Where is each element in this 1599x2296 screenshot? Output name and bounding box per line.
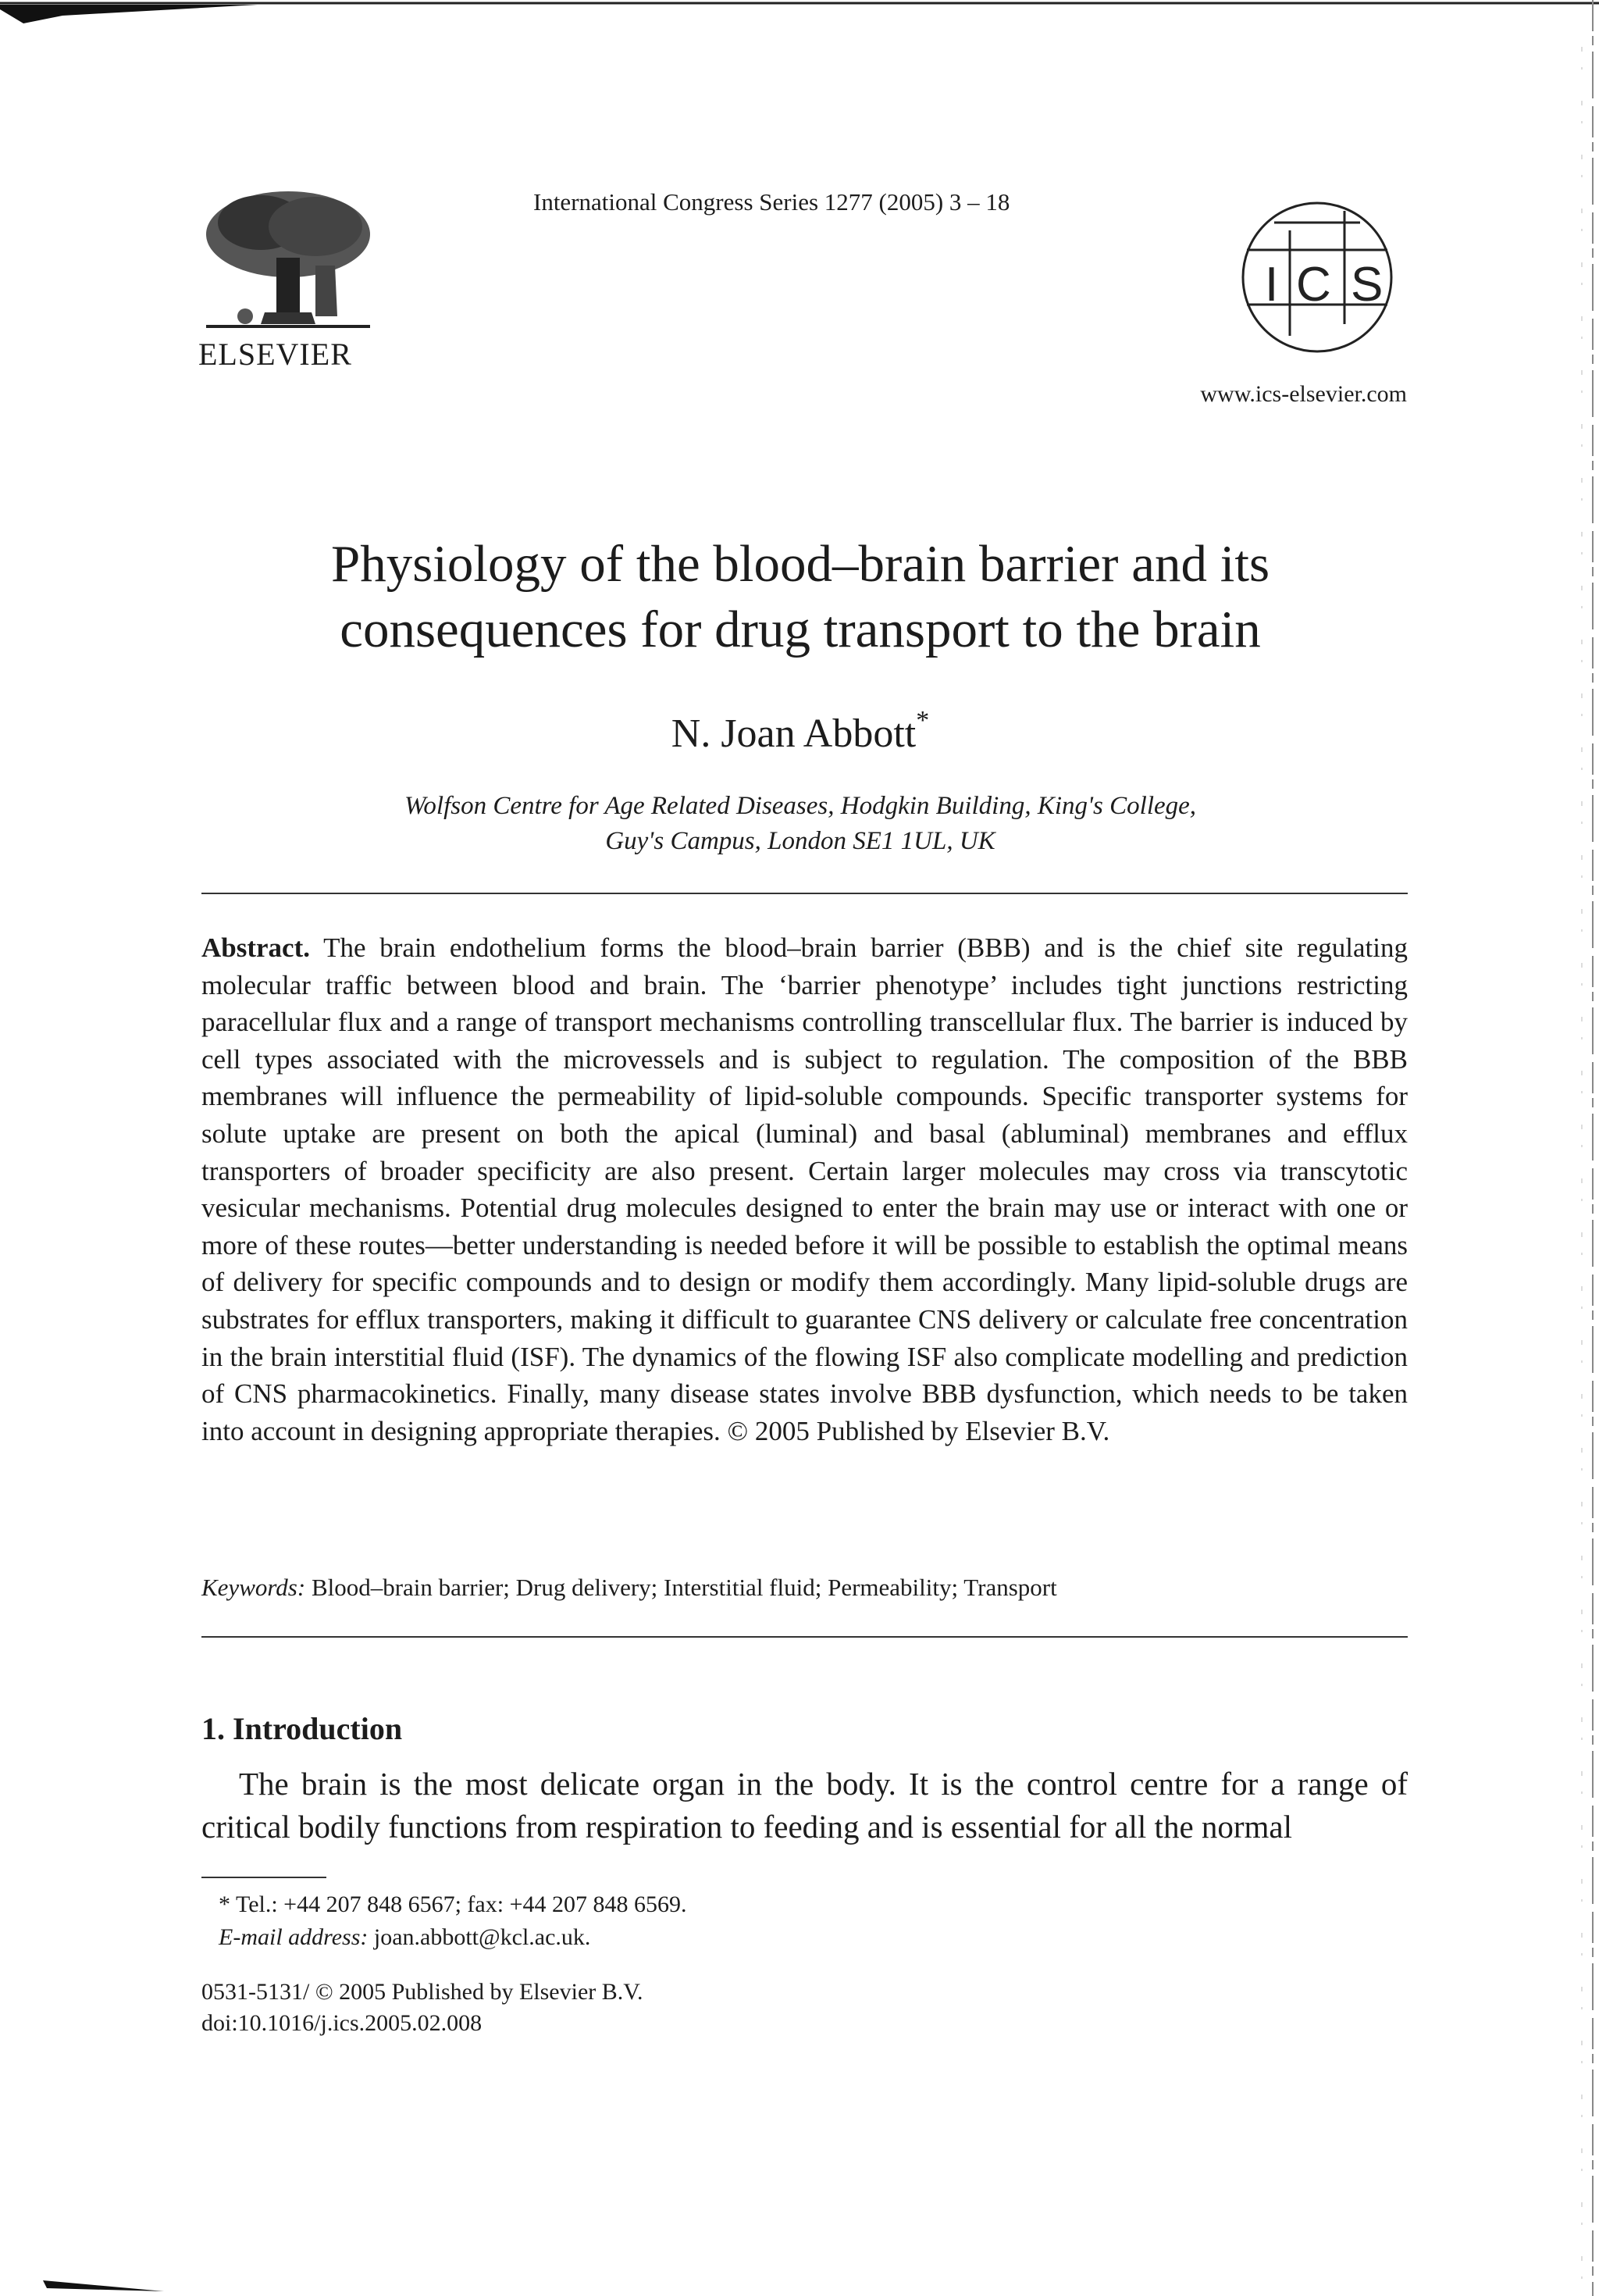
footnote-email-line — [219, 1921, 687, 1954]
journal-citation: International Congress Series 1277 (2005) 3 – 18 — [533, 188, 1010, 216]
elsevier-wordmark: ELSEVIER — [198, 337, 352, 372]
abstract-label: Abstract. — [201, 932, 310, 963]
affiliation-line-1: Wolfson Centre for Age Related Diseases, Hodgkin Building, King's College, — [404, 792, 1197, 820]
divider-bottom — [201, 1636, 1408, 1638]
intro-paragraph: The brain is the most delicate organ in the body. It is the control centre for a range of critical bodily functions from respiration to feeding and is essential for all the normal — [201, 1766, 1408, 1845]
article-title — [195, 531, 1405, 662]
svg-text:C: C — [1296, 258, 1331, 312]
elsevier-tree-icon — [198, 187, 378, 332]
issn-line: 0531-5131/ © 2005 Published by Elsevier B.V. — [201, 1979, 643, 2005]
scan-edge-right — [1576, 0, 1599, 2296]
abstract — [201, 929, 1408, 1449]
scan-edge-top — [0, 0, 1599, 31]
title-line-1: Physiology of the blood–brain barrier and its — [330, 535, 1270, 593]
affiliation-line-2: Guy's Campus, London SE1 1UL, UK — [605, 827, 995, 855]
author-name-text: N. Joan Abbott — [671, 711, 917, 756]
abstract-text: The brain endothelium forms the blood–brain barrier (BBB) and is the chief site regulating molecular traffic between blood and brain. The ‘barrier phenotype’ includes tight junctions restricting paracellular flux and a range of transport mechanisms controlling transcellular flux. The barrier is induced by cell types associated with the microvessels and is subject to regulation. The composition of the BBB membranes will influence the permeability of lipid-soluble compounds. Specific transporter systems for solute uptake are present on both the apical (luminal) and basal (abluminal) membranes and efflux transporters of broader specificity are also present. Certain larger molecules may cross via transcytotic vesicular mechanisms. Potential drug molecules designed to enter the brain may use or interact with one or more of these routes—better understanding is needed before it will be possible to establish the optimal means of delivery for specific compounds and to design or modify them accordingly. Many lipid-soluble drugs are substrates for efflux transporters, making it difficult to guarantee CNS delivery or calculate free concentration in the brain interstitial fluid (ISF). The dynamics of the flowing ISF also complicate modelling and prediction of CNS pharmacokinetics. Finally, many disease states involve BBB dysfunction, which needs to be taken into account in designing appropriate therapies. © 2005 Published by Elsevier B.V. — [201, 932, 1408, 1446]
author-name — [195, 706, 1405, 757]
author-affiliation — [195, 789, 1405, 859]
copyright-block — [201, 1977, 643, 2039]
footnote-contact: * Tel.: +44 207 848 6567; fax: +44 207 848 6569. — [219, 1891, 687, 1917]
keywords-label: Keywords: — [201, 1574, 306, 1601]
section-heading: 1. Introduction — [201, 1711, 403, 1746]
keywords — [201, 1574, 1408, 1602]
footnote-email[interactable]: joan.abbott@kcl.ac.uk. — [373, 1924, 591, 1950]
elsevier-logo — [198, 187, 378, 375]
doi-line[interactable]: doi:10.1016/j.ics.2005.02.008 — [201, 2010, 483, 2036]
footnote-email-label: E-mail address: — [219, 1924, 369, 1950]
svg-text:I: I — [1265, 258, 1279, 312]
author-footnote — [219, 1888, 687, 1954]
title-line-2: consequences for drug transport to the brain — [340, 601, 1261, 658]
ics-url-link[interactable]: www.ics-elsevier.com — [1200, 381, 1407, 407]
scan-edge-bottom — [0, 2273, 203, 2296]
author-footnote-mark: * — [916, 706, 930, 735]
keywords-text: Blood–brain barrier; Drug delivery; Interstitial fluid; Permeability; Transport — [311, 1574, 1057, 1601]
divider-top — [201, 893, 1408, 894]
ics-logo-icon — [1227, 187, 1407, 367]
footnote-rule — [201, 1877, 326, 1878]
svg-text:S: S — [1351, 258, 1384, 312]
